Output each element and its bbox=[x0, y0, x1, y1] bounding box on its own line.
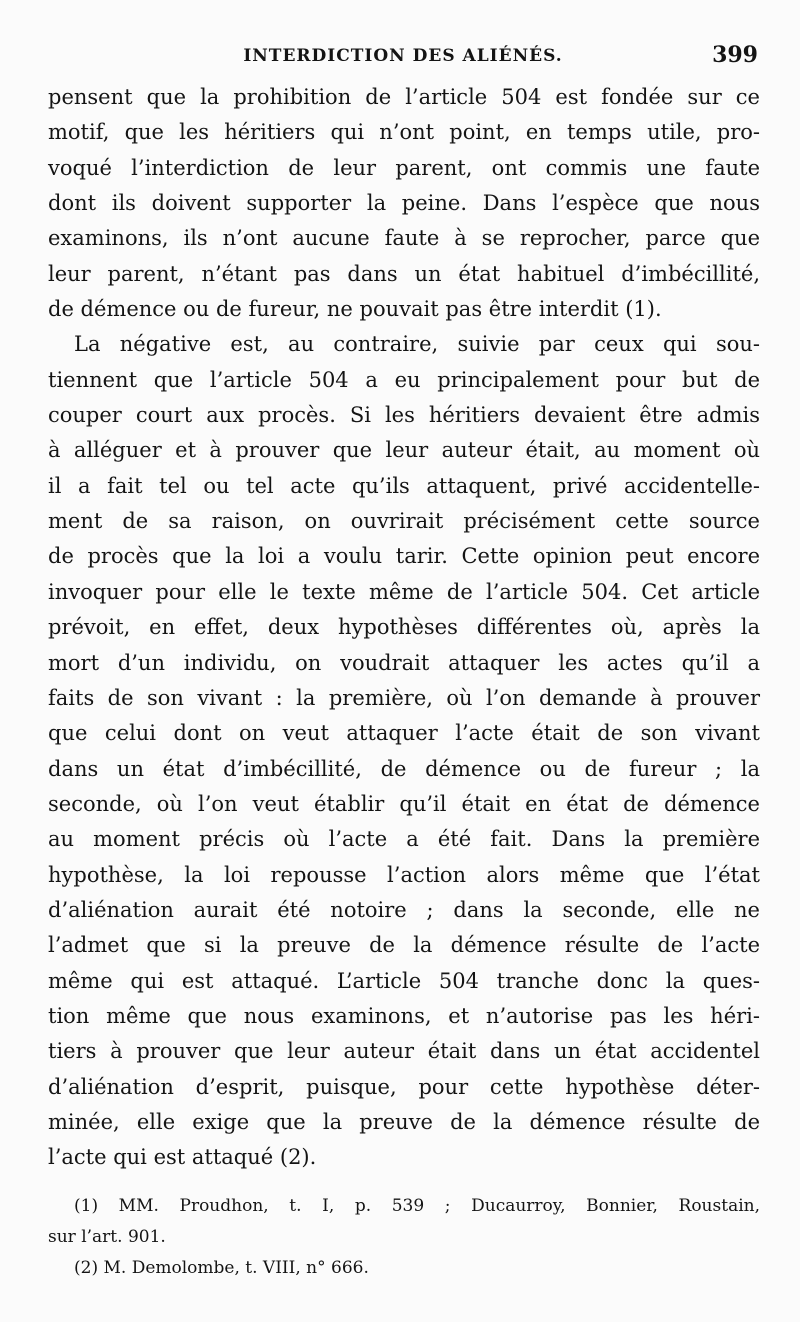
footnote-1-continuation: sur l’art. 901. bbox=[48, 1227, 166, 1247]
text-line: faits de son vivant : la première, où l’on demande à prouver bbox=[48, 685, 760, 710]
text-line: d’aliénation d’esprit, puisque, pour cette hypothèse déter- bbox=[48, 1074, 760, 1099]
text-line: l’acte qui est attaqué (2). bbox=[48, 1145, 317, 1170]
text-line: mort d’un individu, on voudrait attaquer les actes qu’il a bbox=[48, 650, 760, 675]
text-line: prévoit, en effet, deux hypothèses différentes où, après la bbox=[48, 615, 760, 640]
text-line: il a fait tel ou tel acte qu’ils attaquent, privé accidentelle- bbox=[48, 473, 760, 498]
page-number: 399 bbox=[712, 42, 758, 68]
text-line: d’aliénation aurait été notoire ; dans la seconde, elle ne bbox=[48, 897, 760, 922]
text-line: de démence ou de fureur, ne pouvait pas être interdit (1). bbox=[48, 297, 662, 322]
text-line: invoquer pour elle le texte même de l’article 504. Cet article bbox=[48, 579, 760, 604]
text-line: motif, que les héritiers qui n’ont point, en temps utile, pro- bbox=[48, 120, 760, 145]
text-line: couper court aux procès. Si les héritiers devaient être admis bbox=[48, 403, 760, 428]
text-line: à alléguer et à prouver que leur auteur était, au moment où bbox=[48, 438, 760, 463]
footnote-1: (1) MM. Proudhon, t. I, p. 539 ; Ducaurroy, Bonnier, Roustain, bbox=[74, 1196, 760, 1216]
text-line: hypothèse, la loi repousse l’action alors même que l’état bbox=[48, 862, 760, 887]
text-line: seconde, où l’on veut établir qu’il était en état de démence bbox=[48, 791, 760, 816]
text-line: ment de sa raison, on ouvrirait précisément cette source bbox=[48, 509, 760, 534]
running-header bbox=[48, 40, 758, 76]
text-line: dont ils doivent supporter la peine. Dans l’espèce que nous bbox=[48, 191, 760, 216]
text-line: voqué l’interdiction de leur parent, ont commis une faute bbox=[48, 155, 760, 180]
text-line: dans un état d’imbécillité, de démence ou de fureur ; la bbox=[48, 756, 760, 781]
running-title: INTERDICTION DES ALIÉNÉS. bbox=[243, 46, 563, 66]
text-line: tiennent que l’article 504 a eu principalement pour but de bbox=[48, 367, 760, 392]
footnote-2: (2) M. Demolombe, t. VIII, n° 666. bbox=[74, 1258, 369, 1278]
text-line: au moment précis où l’acte a été fait. Dans la première bbox=[48, 827, 760, 852]
body-text bbox=[48, 80, 760, 1176]
footnotes bbox=[48, 1191, 760, 1284]
text-line: même qui est attaqué. L’article 504 tranche donc la ques- bbox=[48, 968, 760, 993]
text-line: de procès que la loi a voulu tarir. Cette opinion peut encore bbox=[48, 544, 760, 569]
text-line: examinons, ils n’ont aucune faute à se reprocher, parce que bbox=[48, 226, 760, 251]
text-line: minée, elle exige que la preuve de la démence résulte de bbox=[48, 1109, 760, 1134]
text-line: tiers à prouver que leur auteur était dans un état accidentel bbox=[48, 1039, 760, 1064]
paragraph-start-line: La négative est, au contraire, suivie par ceux qui sou- bbox=[74, 332, 760, 357]
text-line: l’admet que si la preuve de la démence résulte de l’acte bbox=[48, 933, 760, 958]
text-line: que celui dont on veut attaquer l’acte était de son vivant bbox=[48, 721, 760, 746]
text-line: tion même que nous examinons, et n’autorise pas les héri- bbox=[48, 1003, 760, 1028]
text-line: pensent que la prohibition de l’article 504 est fondée sur ce bbox=[48, 85, 760, 109]
text-line: leur parent, n’étant pas dans un état habituel d’imbécillité, bbox=[48, 261, 760, 286]
